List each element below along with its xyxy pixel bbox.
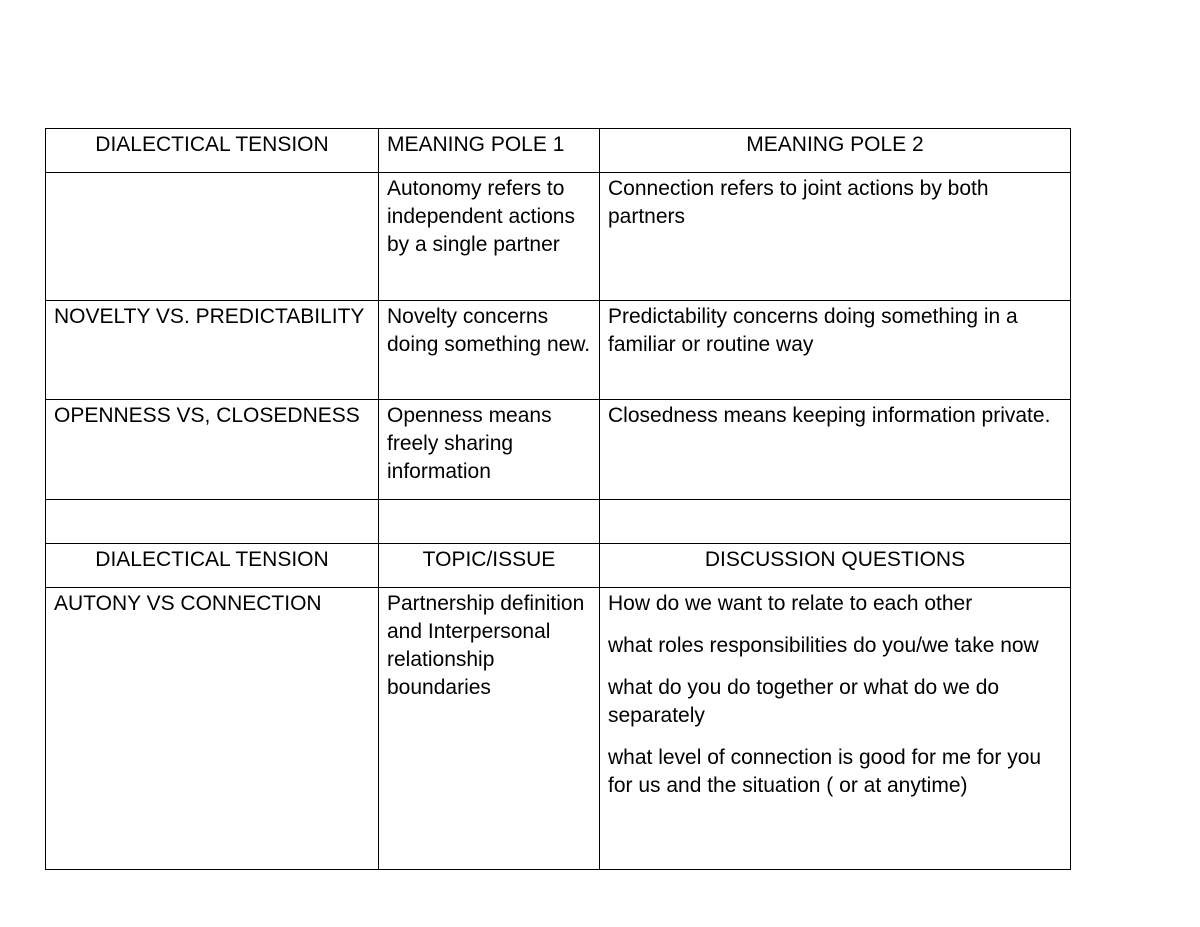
table-row	[46, 173, 1071, 301]
empty-cell	[379, 500, 600, 544]
empty-cell	[46, 500, 379, 544]
header-meaning-pole-2: MEANING POLE 2	[600, 129, 1071, 173]
header-dialectical-tension: DIALECTICAL TENSION	[46, 544, 379, 588]
empty-cell	[600, 500, 1071, 544]
header-discussion-questions: DISCUSSION QUESTIONS	[600, 544, 1071, 588]
pole2-cell: Predictability concerns doing something in a familiar or routine way	[600, 301, 1071, 400]
pole2-cell: Connection refers to joint actions by both partners	[600, 173, 1071, 301]
discussion-question: what level of connection is good for me for you for us and the situation ( or at anytime)	[608, 746, 1042, 797]
tension-cell: OPENNESS VS, CLOSEDNESS	[46, 400, 379, 500]
discussion-question: what roles responsibilities do you/we take now	[608, 634, 1039, 657]
discussion-question: How do we want to relate to each other	[608, 592, 973, 615]
table-row	[46, 588, 1071, 870]
spacer-row	[46, 500, 1071, 544]
pole1-cell: Openness means freely sharing information	[379, 400, 600, 500]
table-row	[46, 400, 1071, 500]
topic-cell: Partnership definition and Interpersonal relationship boundaries	[379, 588, 600, 870]
tension-cell: NOVELTY VS. PREDICTABILITY	[46, 301, 379, 400]
table2-header-row	[46, 544, 1071, 588]
pole1-cell: Autonomy refers to independent actions by a single partner	[379, 173, 600, 301]
header-meaning-pole-1: MEANING POLE 1	[379, 129, 600, 173]
table1-header-row	[46, 129, 1071, 173]
header-topic-issue: TOPIC/ISSUE	[379, 544, 600, 588]
tension-cell: AUTONY VS CONNECTION	[46, 588, 379, 870]
pole1-cell: Novelty concerns doing something new.	[379, 301, 600, 400]
header-dialectical-tension: DIALECTICAL TENSION	[46, 129, 379, 173]
table-row	[46, 301, 1071, 400]
tension-cell	[46, 173, 379, 301]
discussion-question: what do you do together or what do we do separately	[608, 676, 1000, 727]
dialectical-tension-table	[45, 128, 1071, 870]
questions-cell	[600, 588, 1071, 870]
pole2-cell: Closedness means keeping information private.	[600, 400, 1071, 500]
